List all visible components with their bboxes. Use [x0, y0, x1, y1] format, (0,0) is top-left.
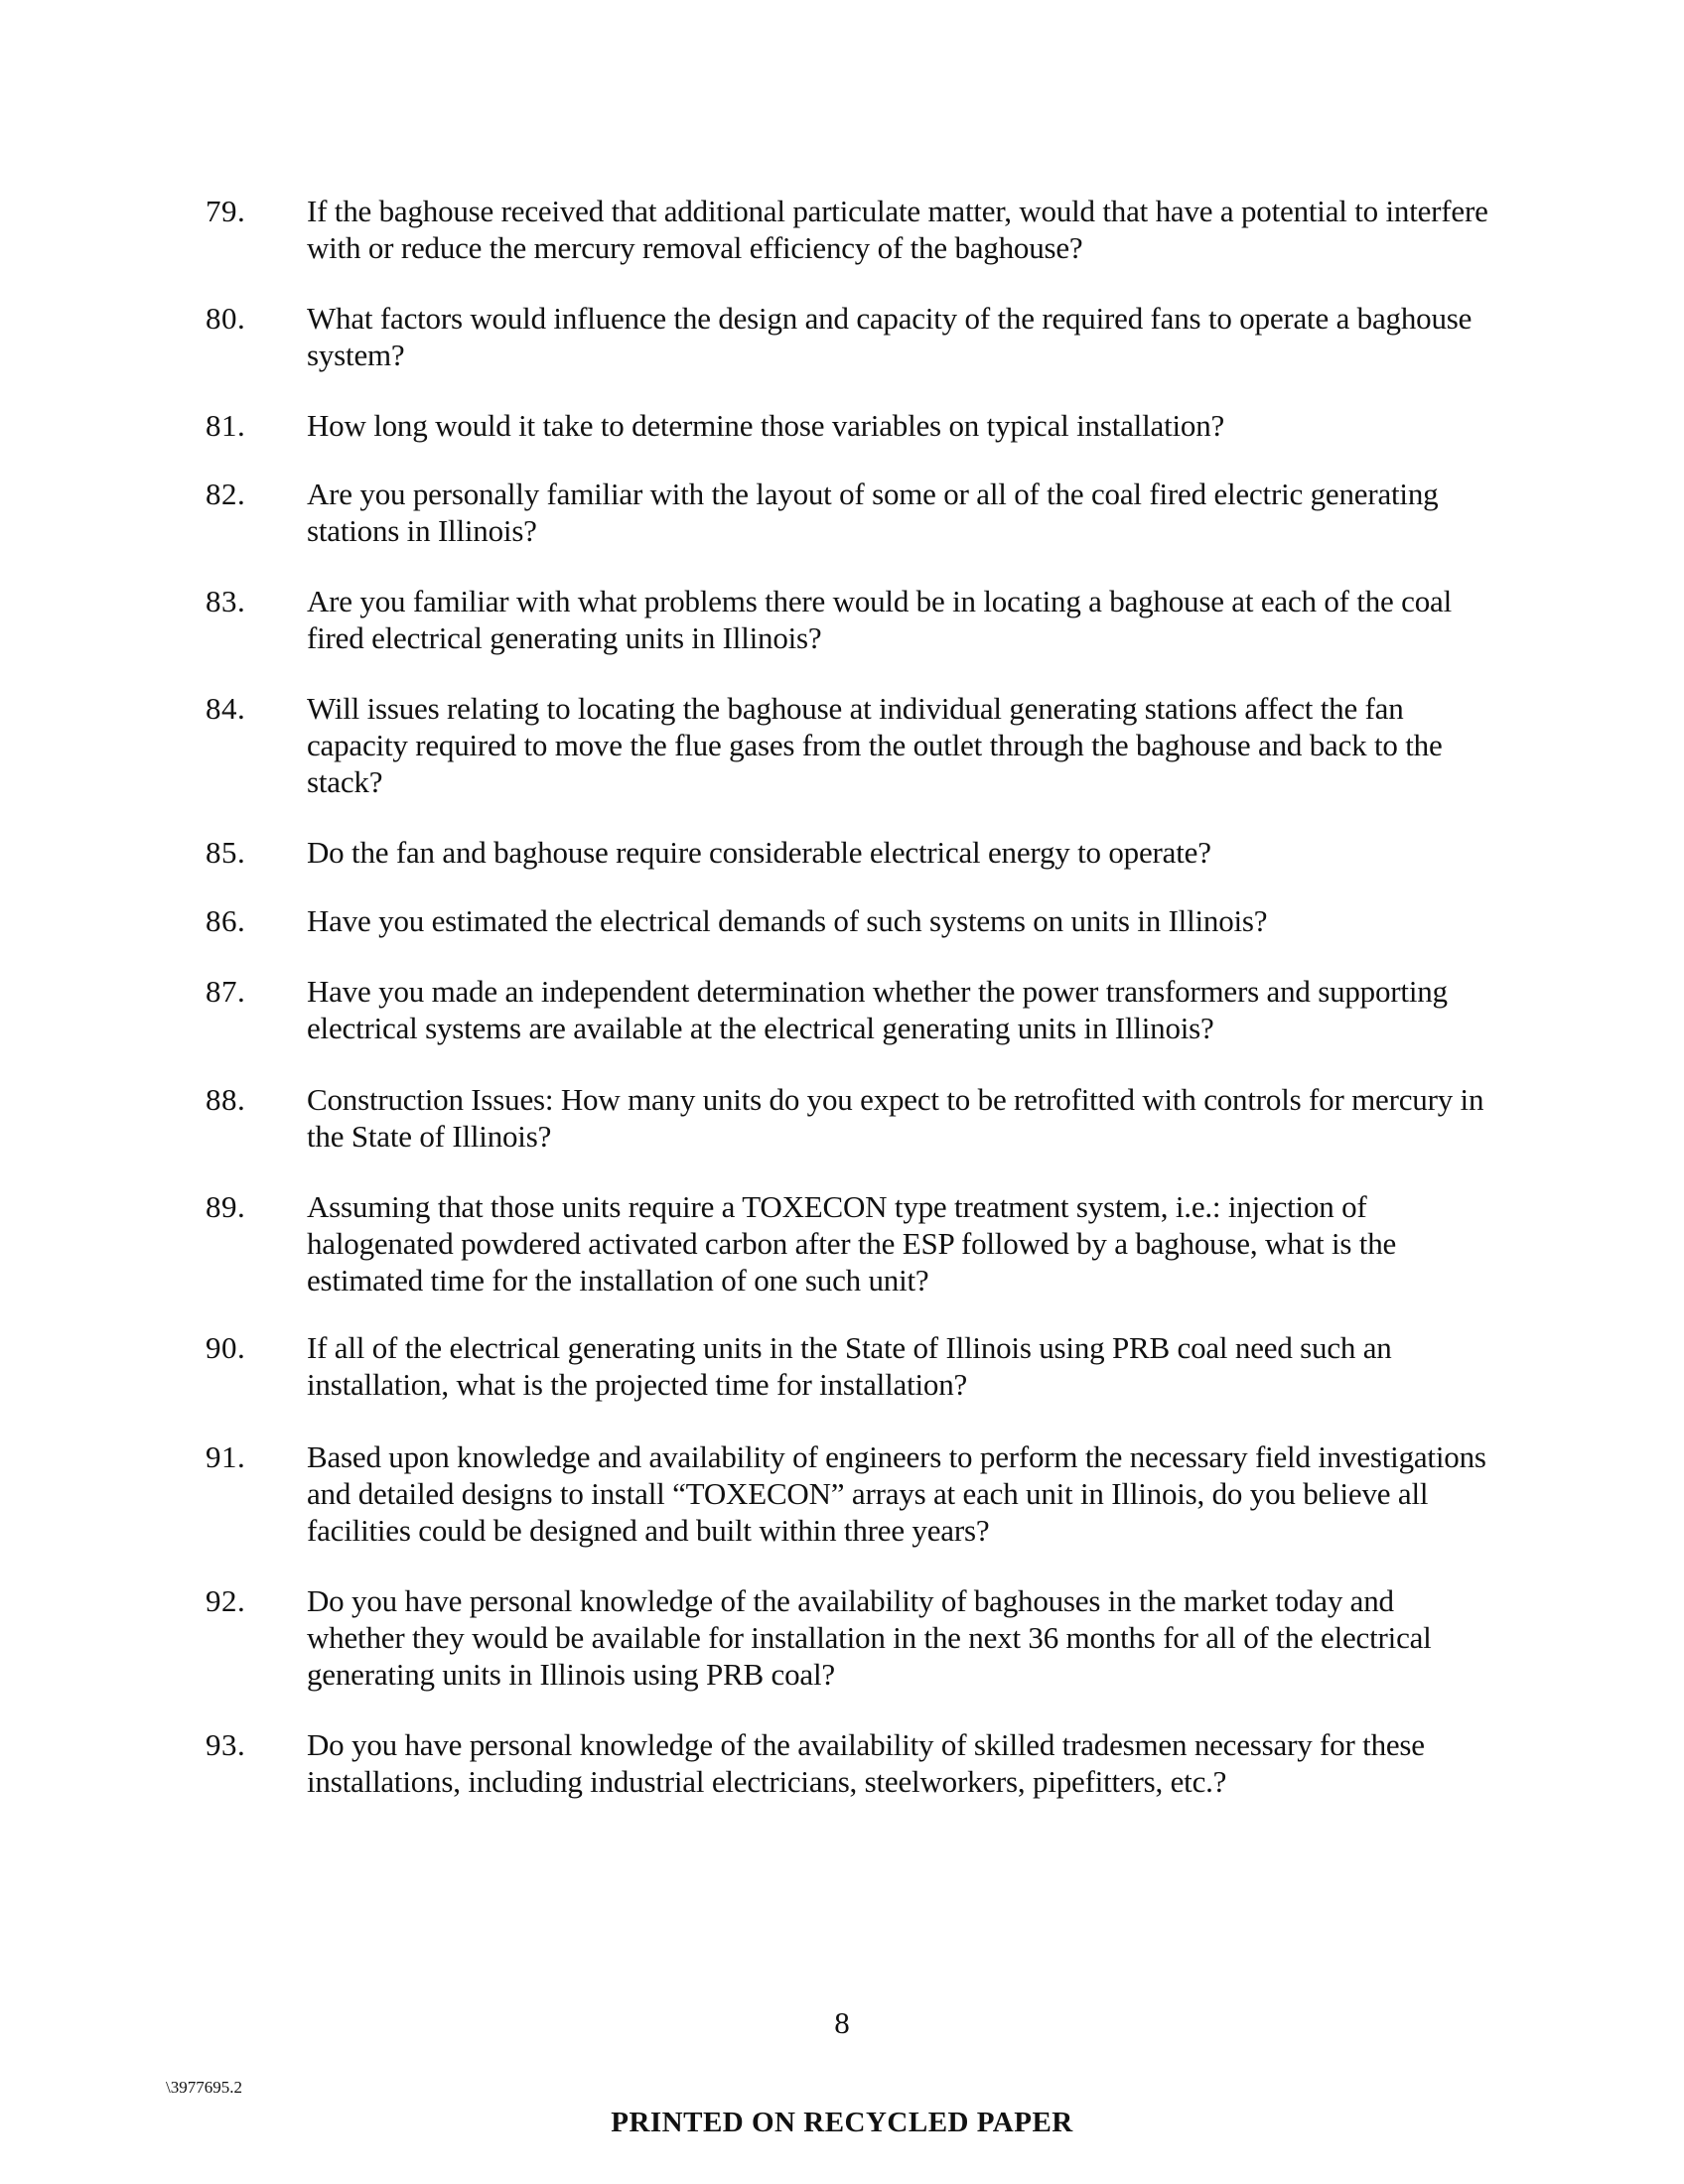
question-number: 93.	[206, 1727, 246, 1762]
question-text: If all of the electrical generating units in the State of Illinois using PRB coal need such an installation, what is the projected time for installation?	[307, 1330, 1392, 1402]
question-text: What factors would influence the design and capacity of the required fans to operate a baghouse system?	[307, 301, 1473, 372]
question-text: Have you estimated the electrical demands of such systems on units in Illinois?	[307, 903, 1268, 938]
question-number: 88.	[206, 1082, 246, 1117]
recycled-paper-footer: PRINTED ON RECYCLED PAPER	[611, 2107, 1073, 2138]
question-text: Will issues relating to locating the baghouse at individual generating stations affect the fan capacity required to move the flue gases from the outlet through the baghouse and back to the stack?	[307, 691, 1443, 799]
question-text: Do the fan and baghouse require considerable electrical energy to operate?	[307, 835, 1211, 870]
question-number: 91.	[206, 1439, 246, 1474]
question-number: 86.	[206, 903, 246, 938]
question-text: Construction Issues: How many units do you expect to be retrofitted with controls for mercury in the State of Illinois?	[307, 1082, 1484, 1154]
question-text: Are you personally familiar with the layout of some or all of the coal fired electric generating stations in Illinois?	[307, 477, 1439, 548]
page-number: 8	[834, 2005, 850, 2040]
question-text: Assuming that those units require a TOXECON type treatment system, i.e.: injection of halogenated powdered activated carbon after the ESP followed by a baghouse, what is the estimated time for the installation of one such unit?	[307, 1189, 1397, 1297]
question-text: If the baghouse received that additional particulate matter, would that have a potential to interfere with or reduce the mercury removal efficiency of the baghouse?	[307, 194, 1488, 265]
question-text: How long would it take to determine those variables on typical installation?	[307, 408, 1225, 443]
question-number: 92.	[206, 1583, 246, 1618]
question-number: 89.	[206, 1189, 246, 1224]
question-number: 79.	[206, 194, 246, 228]
question-number: 85.	[206, 835, 246, 870]
question-text: Based upon knowledge and availability of engineers to perform the necessary field investigations and detailed designs to install “TOXECON” arrays at each unit in Illinois, do you believe all facilities could be designed and built within three years?	[307, 1439, 1486, 1548]
question-text: Are you familiar with what problems there would be in locating a baghouse at each of the coal fired electrical generating units in Illinois?	[307, 584, 1452, 655]
question-number: 84.	[206, 691, 246, 726]
question-number: 80.	[206, 301, 246, 336]
question-text: Have you made an independent determination whether the power transformers and supporting electrical systems are available at the electrical generating units in Illinois?	[307, 974, 1448, 1045]
question-text: Do you have personal knowledge of the availability of baghouses in the market today and whether they would be available for installation in the next 36 months for all of the electrical generating units in Illinois using PRB coal?	[307, 1583, 1432, 1692]
document-id: \3977695.2	[166, 2078, 242, 2097]
question-number: 83.	[206, 584, 246, 618]
question-number: 82.	[206, 477, 246, 511]
question-number: 87.	[206, 974, 246, 1009]
question-number: 90.	[206, 1330, 246, 1365]
question-text: Do you have personal knowledge of the availability of skilled tradesmen necessary for these installations, including industrial electricians, steelworkers, pipefitters, etc.?	[307, 1727, 1425, 1799]
question-number: 81.	[206, 408, 246, 443]
